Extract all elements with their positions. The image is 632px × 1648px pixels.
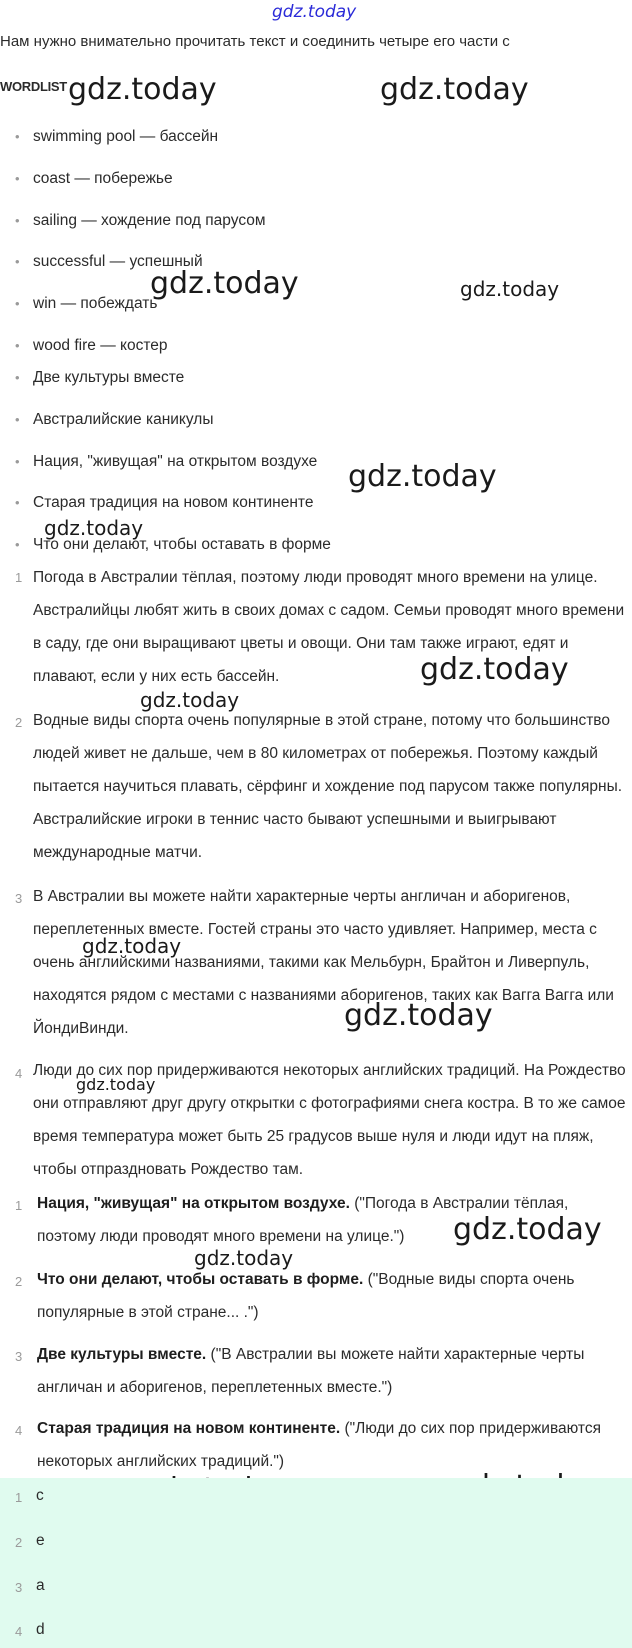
watermark: gdz.today	[348, 459, 497, 494]
answer-explanation	[37, 1338, 627, 1404]
answer-quote: ("Погода в Австралии тёплая, поэтому люди проводят много времени на улице.")	[37, 1195, 569, 1245]
paragraph-text: Погода в Австралии тёплая, поэтому люди проводят много времени на улице. Австралийцы любят жить в своих домах с садом. Семьи проводят много времени в саду, где они выращивают цветы и овощи. Они там также играют, едят и плавают, если у них есть бассейн.	[33, 569, 625, 685]
wordlist-item: • wood fire — костер	[33, 337, 168, 355]
paragraph-number: 3	[15, 891, 23, 906]
watermark: gdz.today	[380, 72, 529, 107]
watermark: gdz.today	[76, 1075, 156, 1094]
answer-explanation	[37, 1263, 627, 1329]
answer-number: 4	[15, 1423, 23, 1438]
watermark: gdz.today	[44, 516, 144, 540]
paragraph-text: Люди до сих пор придерживаются некоторых английских традиций. На Рождество они отправляют друг другу открытки с фотографиями снега костра. В то же самое время температура может быть 25 градусов выше нуля и люди идут на пляж, чтобы отпраздновать Рождество там.	[33, 1062, 626, 1178]
watermark: gdz.today	[194, 1246, 294, 1270]
watermark: gdz.today	[453, 1212, 602, 1247]
answer-number: 1	[15, 1198, 23, 1213]
paragraph-number: 2	[15, 715, 23, 730]
watermark: gdz.today	[272, 2, 357, 22]
watermark: gdz.today	[140, 688, 240, 712]
heading-option: • Что они делают, чтобы оставать в форме	[33, 536, 331, 554]
answer-number: 3	[15, 1349, 23, 1364]
watermark: gdz.today	[82, 934, 182, 958]
answer-key-letter: d	[36, 1621, 45, 1638]
wordlist-item: • swimming pool — бассейн	[33, 128, 218, 146]
watermark: gdz.today	[68, 72, 217, 107]
answer-heading: Старая традиция на новом континенте.	[37, 1420, 341, 1437]
answer-key-letter: e	[36, 1532, 45, 1549]
watermark: gdz.today	[460, 277, 560, 301]
paragraph-text: Водные виды спорта очень популярные в этой стране, потому что большинство людей живет не дальше, чем в 80 километрах от побережья. Поэтому каждый пытается научиться плавать, сёрфинг и хождение под парусом также популярны. Австралийские игроки в теннис часто бывают успешными и выигрывают международные матчи.	[33, 712, 623, 861]
answer-heading: Две культуры вместе.	[37, 1346, 207, 1363]
answer-explanation	[37, 1187, 627, 1253]
answer-key-box	[0, 1478, 632, 1648]
wordlist-item: • coast — побережье	[33, 170, 173, 188]
wordlist-title: WORDLIST	[0, 79, 67, 94]
watermark: gdz.today	[344, 998, 493, 1033]
watermark: gdz.today	[150, 266, 299, 301]
intro-text: Нам нужно внимательно прочитать текст и соединить четыре его части с	[0, 33, 510, 50]
heading-option: • Нация, "живущая" на открытом воздухе	[33, 453, 317, 471]
answer-quote: ("Люди до сих пор придерживаются некоторых английских традиций.")	[37, 1420, 601, 1470]
answer-quote: ("В Австралии вы можете найти характерные черты англичан и аборигенов, переплетенных вместе.")	[37, 1346, 585, 1396]
answer-heading: Нация, "живущая" на открытом воздухе.	[37, 1195, 350, 1212]
watermark: gdz.today	[420, 652, 569, 687]
wordlist-item: • successful — успешный	[33, 253, 203, 271]
wordlist-item: • win — побеждать	[33, 295, 157, 313]
heading-option: • Австралийские каникулы	[33, 411, 213, 429]
heading-option: • Две культуры вместе	[33, 369, 184, 387]
paragraph-number: 4	[15, 1066, 23, 1081]
answer-quote: ("Водные виды спорта очень популярные в этой стране... .")	[37, 1271, 575, 1321]
answer-heading: Что они делают, чтобы оставать в форме.	[37, 1271, 364, 1288]
answer-key-letter: c	[36, 1487, 44, 1504]
answer-key-letter: a	[36, 1577, 45, 1594]
answer-number: 2	[15, 1274, 23, 1289]
answer-key-number: 2	[15, 1535, 23, 1550]
answer-explanation	[37, 1412, 627, 1478]
answer-key-number: 4	[15, 1624, 23, 1639]
heading-option: • Старая традиция на новом континенте	[33, 494, 313, 512]
answer-key-number: 3	[15, 1580, 23, 1595]
paragraph-text: В Австралии вы можете найти характерные черты англичан и аборигенов, переплетенных вместе. Гостей страны это часто удивляет. Например, места с очень английскими названиями, такими как Мельбурн, Брайтон и Ливерпуль, находятся рядом с местами с названиями аборигенов, таких как Вагга Вагга или ЙондиВинди.	[33, 888, 614, 1037]
paragraph-number: 1	[15, 570, 23, 585]
wordlist-item: • sailing — хождение под парусом	[33, 212, 266, 230]
answer-key-number: 1	[15, 1490, 23, 1505]
